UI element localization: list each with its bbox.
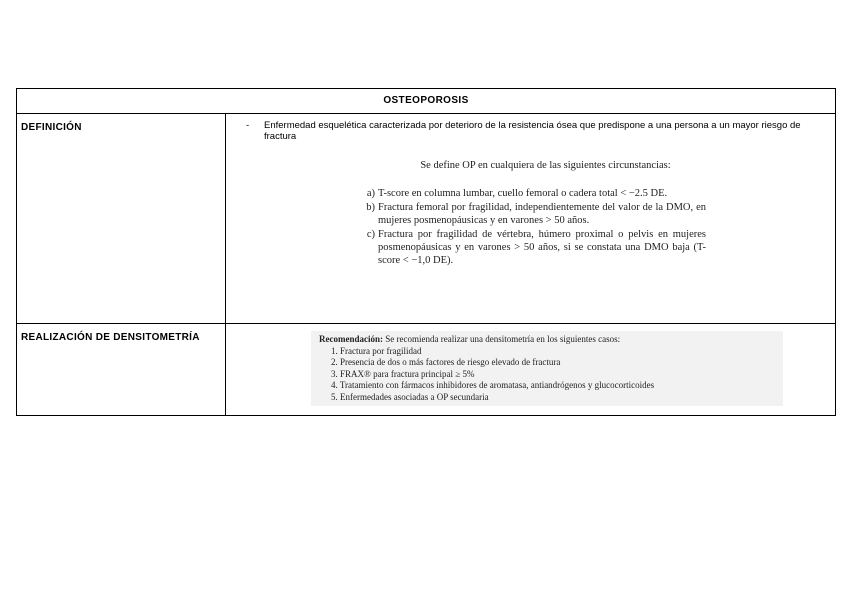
recommendation-title: Recomendación: [319,334,383,344]
criterion-text: Fractura femoral por fragilidad, independientemente del valor de la DMO, en mujeres posmenopáusicas y en varones > 50 años. [378,202,706,226]
recommendation-box [311,331,783,406]
recommendation-item: 3. FRAX® para fractura principal ≥ 5% [331,368,475,379]
definition-intro: Se define OP en cualquiera de las siguientes circunstancias: [420,160,671,171]
densitometry-label: REALIZACIÓN DE DENSITOMETRÍA [17,324,226,416]
title-row [17,89,836,114]
criterion-letter: a) [366,188,375,199]
criteria-list [360,187,706,267]
definition-text: Enfermedad esquelética caracterizada por deterioro de la resistencia ósea que predispone a una persona a un mayor riesgo de fractura [264,120,801,142]
recommendation-item: 2. Presencia de dos o más factores de riesgo elevado de fractura [331,357,561,367]
recommendation-item: 4. Tratamiento con fármacos inhibidores de aromatasa, antiandrógenos y glucocorticoides [331,380,655,390]
criterion-letter: b) [366,202,375,213]
recommendation-item: 5. Enfermedades asociadas a OP secundaria [331,391,489,402]
recommendation-text: Se recomienda realizar una densitometría en los siguientes casos: [383,334,621,344]
criterion-text: T-score en columna lumbar, cuello femoral o cadera total < −2.5 DE. [378,188,668,199]
definition-bullet [246,120,827,142]
bullet-dash: - [246,120,250,131]
criterion-letter: c) [366,229,375,240]
criterion-item [360,187,706,200]
criterion-item [360,228,706,267]
densitometry-content [226,324,836,416]
table-title: OSTEOPOROSIS [17,89,836,114]
criterion-item [360,201,706,227]
definition-row [17,114,836,324]
recommendation-item: 1. Fractura por fragilidad [331,345,422,356]
recommendation-header [319,334,777,346]
definition-label: DEFINICIÓN [17,114,226,324]
osteoporosis-table [16,88,836,416]
definition-content [226,114,836,324]
criterion-text: Fractura por fragilidad de vértebra, húmero proximal o pelvis en mujeres posmenopáusicas y en varones > 50 años, si se constata una DMO baja (T-score < −1,0 DE). [378,229,706,266]
densitometry-row [17,324,836,416]
